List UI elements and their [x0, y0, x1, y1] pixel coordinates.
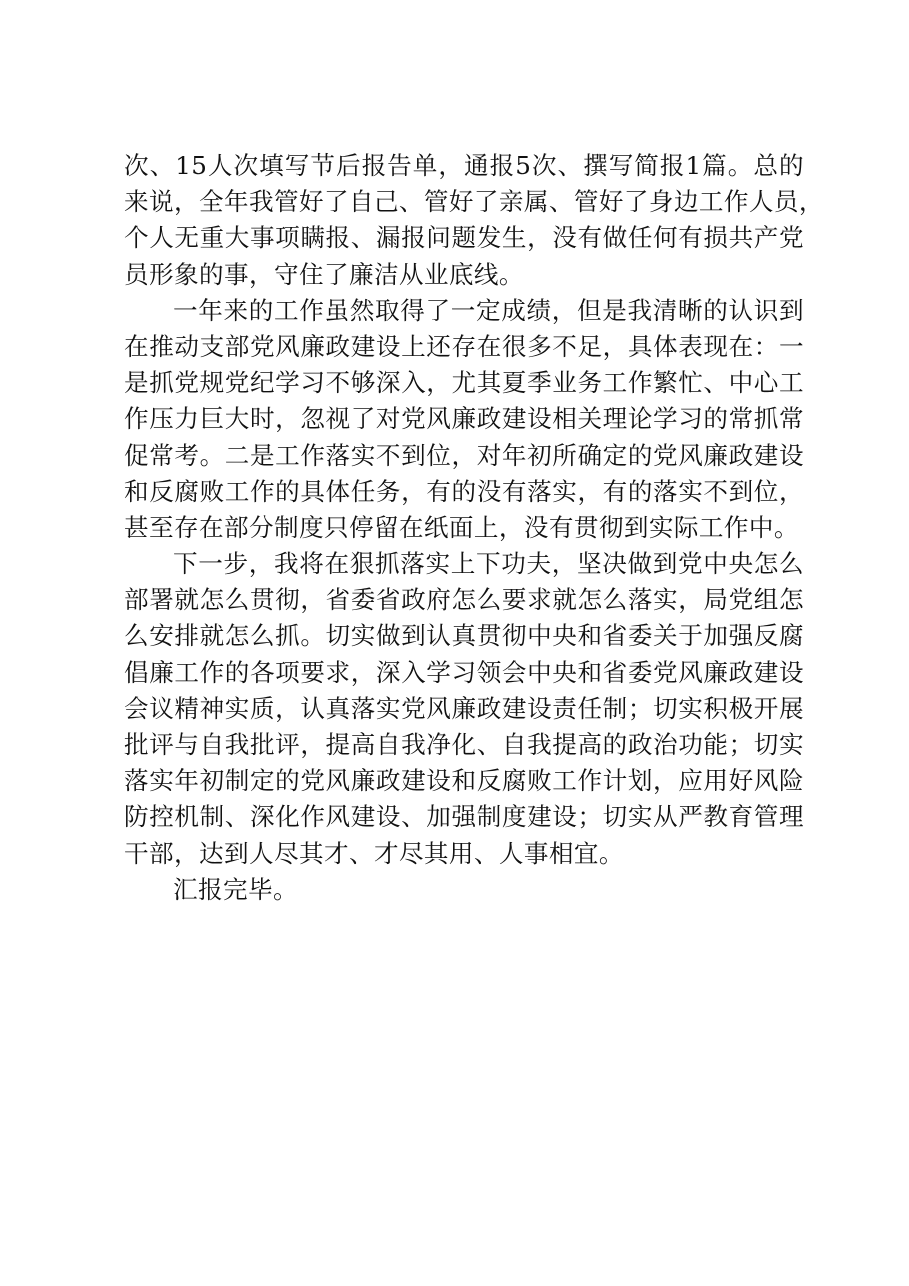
- text-line: 么安排就怎么抓。切实做到认真贯彻中央和省委关于加强反腐: [124, 621, 804, 651]
- text-line: 干部，达到人尽其才、才尽其用、人事相宜。: [124, 838, 624, 868]
- text-line: 来说，全年我管好了自己、管好了亲属、管好了身边工作人员，: [124, 187, 824, 217]
- paragraph-3: [124, 546, 804, 872]
- text-line: 次、15人次填写节后报告单，通报5次、撰写简报1篇。总的: [124, 151, 804, 180]
- text-line: 批评与自我批评，提高自我净化、自我提高的政治功能；切实: [124, 730, 804, 759]
- paragraph-1: [124, 148, 824, 293]
- text-line: 个人无重大事项瞒报、漏报问题发生，没有做任何有损共产党: [124, 223, 804, 253]
- text-line: 部署就怎么贯彻，省委省政府怎么要求就怎么落实，局党组怎: [124, 585, 804, 615]
- document-body: [124, 148, 824, 908]
- text-line: 甚至存在部分制度只停留在纸面上，没有贯彻到实际工作中。: [124, 512, 799, 542]
- text-line: 汇报完毕。: [173, 874, 298, 904]
- text-line: 倡廉工作的各项要求，深入学习领会中央和省委党风廉政建设: [124, 657, 804, 687]
- text-line: 会议精神实质，认真落实党风廉政建设责任制；切实积极开展: [124, 693, 804, 723]
- text-line: 是抓党规党纪学习不够深入，尤其夏季业务工作繁忙、中心工: [124, 368, 804, 398]
- text-line: 促常考。二是工作落实不到位，对年初所确定的党风廉政建设: [124, 440, 804, 470]
- text-line: 防控机制、深化作风建设、加强制度建设；切实从严教育管理: [124, 802, 804, 832]
- paragraph-2: [124, 293, 804, 546]
- paragraph-4: [124, 872, 804, 908]
- text-line: 一年来的工作虽然取得了一定成绩，但是我清晰的认识到: [173, 295, 804, 325]
- text-line: 和反腐败工作的具体任务，有的没有落实，有的落实不到位，: [124, 476, 804, 506]
- text-line: 员形象的事，守住了廉洁从业底线。: [124, 259, 524, 289]
- text-line: 落实年初制定的党风廉政建设和反腐败工作计划，应用好风险: [124, 766, 804, 796]
- text-line: 下一步，我将在狠抓落实上下功夫，坚决做到党中央怎么: [173, 549, 804, 579]
- text-line: 作压力巨大时，忽视了对党风廉政建设相关理论学习的常抓常: [124, 404, 804, 434]
- text-line: 在推动支部党风廉政建设上还存在很多不足，具体表现在：一: [124, 331, 804, 361]
